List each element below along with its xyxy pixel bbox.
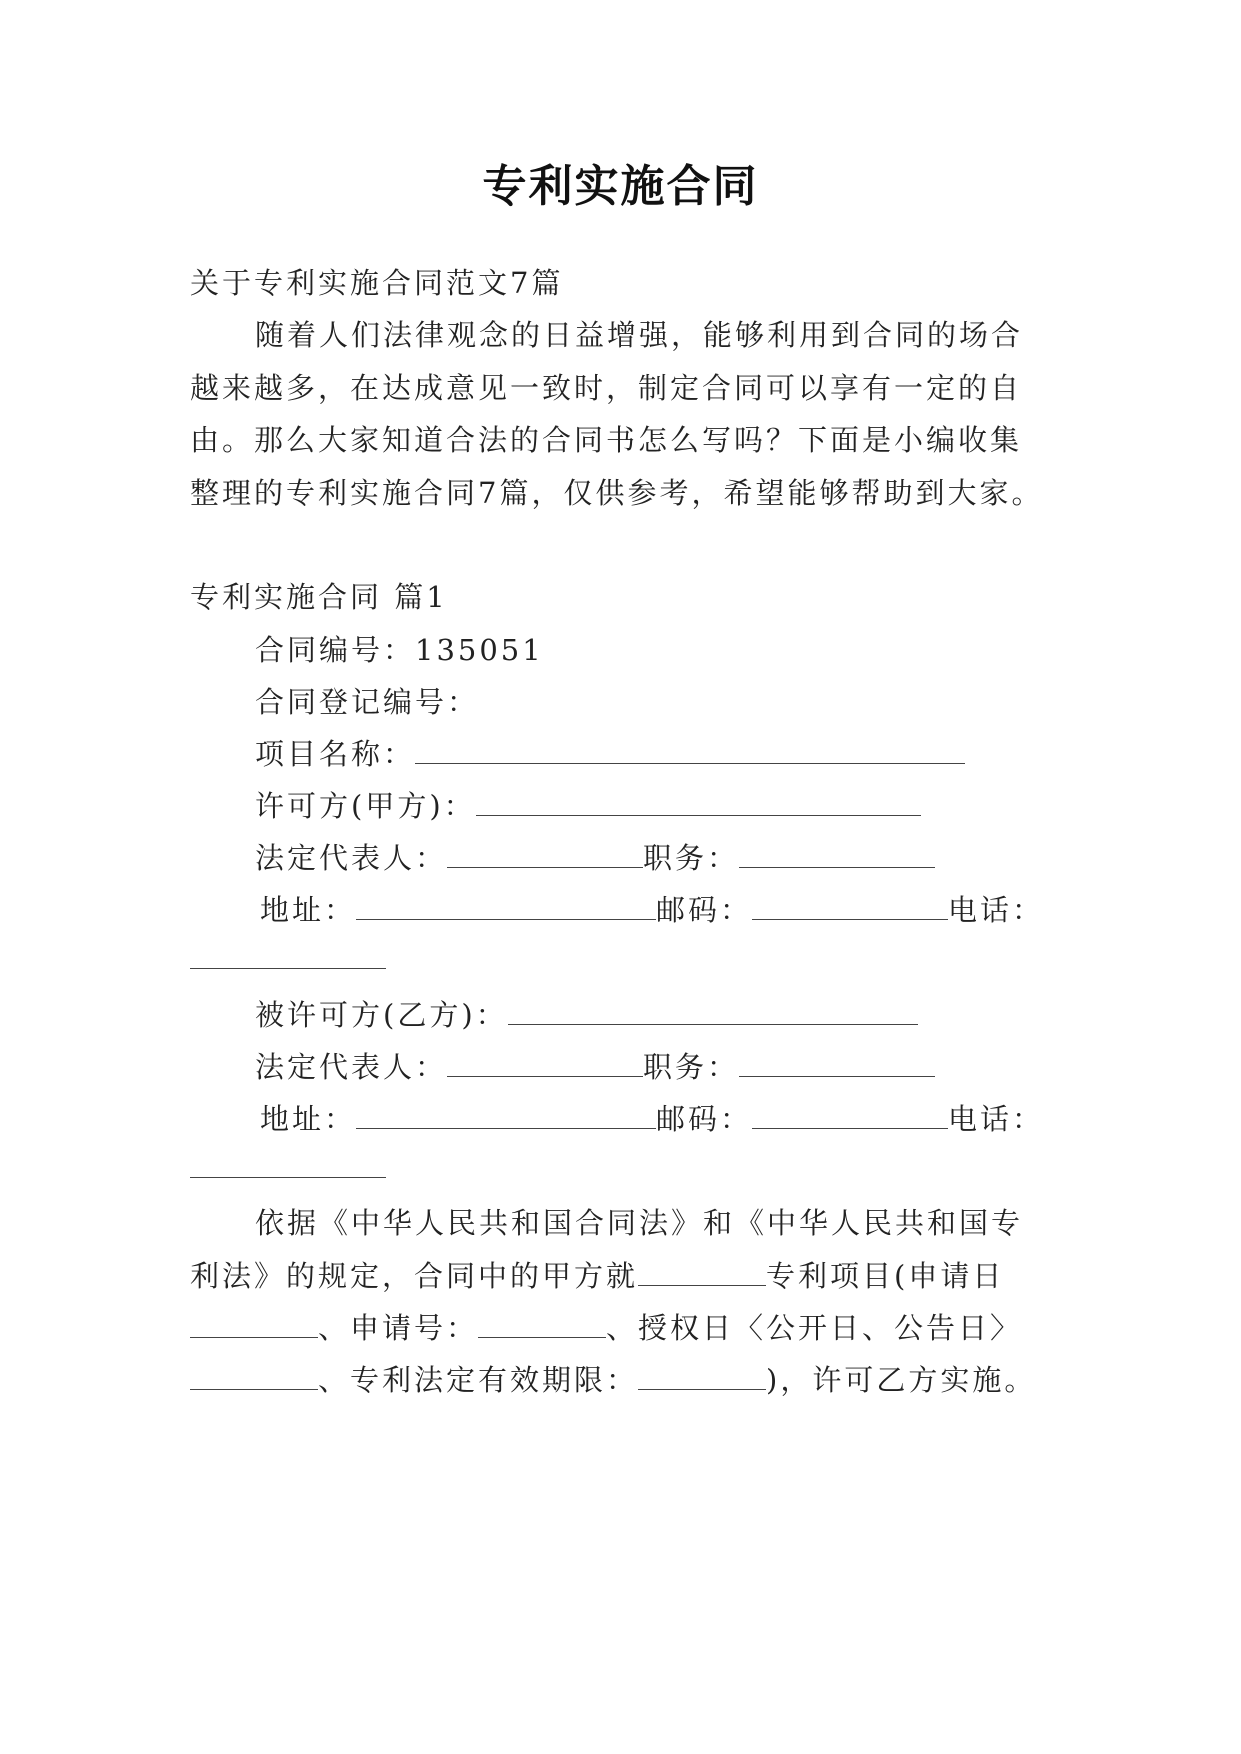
address-blank xyxy=(356,893,656,920)
project-name-blank xyxy=(415,737,965,764)
body-line-2 xyxy=(190,1256,1004,1296)
body-text: 、专利法定有效期限： xyxy=(318,1363,639,1397)
licensee-legal-rep-row xyxy=(255,1047,935,1087)
body-text: 利法》的规定，合同中的甲方就 xyxy=(190,1259,639,1293)
licensor-phone-blank xyxy=(190,968,386,969)
licensee-phone-blank xyxy=(190,1177,386,1178)
grant-date-blank xyxy=(190,1363,318,1390)
postcode-label: 邮码： xyxy=(656,893,753,927)
address-label: 地址： xyxy=(260,893,357,927)
position-blank xyxy=(739,841,935,868)
intro-line-2: 越来越多，在达成意见一致时，制定合同可以享有一定的自 xyxy=(190,371,1023,405)
licensor-legal-rep-row xyxy=(255,838,935,878)
body-text: 、申请号： xyxy=(318,1311,479,1345)
legal-rep-blank xyxy=(447,1050,643,1077)
phone-label: 电话： xyxy=(948,1102,1045,1136)
body-line-4 xyxy=(190,1360,1036,1400)
project-name-label: 项目名称： xyxy=(255,737,416,771)
licensor-row xyxy=(255,786,921,826)
position-label: 职务： xyxy=(643,1050,740,1084)
address-label: 地址： xyxy=(260,1102,357,1136)
intro-line-3: 由。那么大家知道合法的合同书怎么写吗？下面是小编收集 xyxy=(190,423,1023,457)
intro-line-4: 整理的专利实施合同7篇，仅供参考，希望能够帮助到大家。 xyxy=(190,476,1044,510)
validity-period-blank xyxy=(638,1363,766,1390)
document-title: 专利实施合同 xyxy=(482,161,759,212)
position-blank xyxy=(739,1050,935,1077)
postcode-blank xyxy=(752,893,948,920)
licensee-address-row xyxy=(260,1099,1044,1139)
postcode-label: 邮码： xyxy=(656,1102,753,1136)
position-label: 职务： xyxy=(643,841,740,875)
document-subtitle: 关于专利实施合同范文7篇 xyxy=(190,266,564,300)
licensor-address-row xyxy=(260,890,1044,930)
application-date-blank xyxy=(190,1311,318,1338)
legal-rep-label: 法定代表人： xyxy=(255,1050,448,1084)
contract-register-number: 合同登记编号： xyxy=(255,685,480,719)
body-text: )，许可乙方实施。 xyxy=(766,1363,1037,1397)
project-name-row xyxy=(255,734,965,774)
body-line-1: 依据《中华人民共和国合同法》和《中华人民共和国专 xyxy=(255,1206,1024,1240)
body-text: 、授权日〈公开日、公告日〉 xyxy=(606,1311,1023,1345)
postcode-blank xyxy=(752,1102,948,1129)
intro-line-1: 随着人们法律观念的日益增强，能够利用到合同的场合 xyxy=(255,318,1024,352)
legal-rep-blank xyxy=(447,841,643,868)
address-blank xyxy=(356,1102,656,1129)
licensee-blank xyxy=(508,998,918,1025)
patent-project-blank xyxy=(638,1259,766,1286)
licensee-label: 被许可方(乙方)： xyxy=(255,998,508,1032)
application-number-blank xyxy=(478,1311,606,1338)
body-line-3 xyxy=(190,1308,1022,1348)
legal-rep-label: 法定代表人： xyxy=(255,841,448,875)
body-text: 专利项目(申请日 xyxy=(766,1259,1005,1293)
licensor-blank xyxy=(476,789,921,816)
licensee-row xyxy=(255,995,918,1035)
licensor-label: 许可方(甲方)： xyxy=(255,789,476,823)
contract-number: 合同编号：135051 xyxy=(255,633,544,667)
phone-label: 电话： xyxy=(948,893,1045,927)
section-heading: 专利实施合同 篇1 xyxy=(190,580,448,614)
